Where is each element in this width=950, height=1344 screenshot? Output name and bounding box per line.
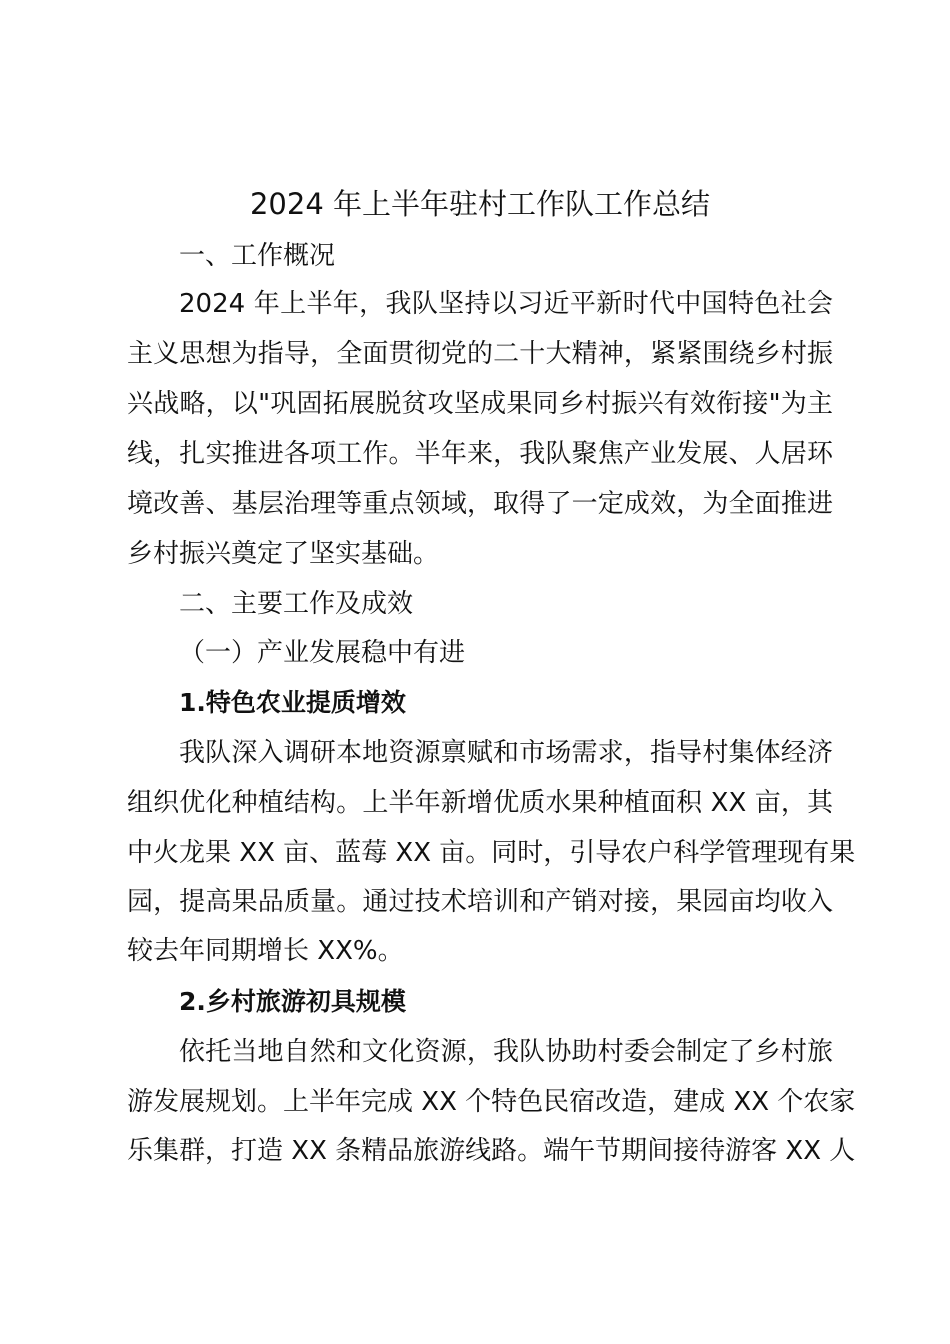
paragraph-line: 较去年同期增长 XX%。 bbox=[127, 936, 404, 966]
paragraph-line: 中火龙果 XX 亩、蓝莓 XX 亩。同时，引导农户科学管理现有果 bbox=[127, 838, 856, 868]
item-heading-agriculture: 1.特色农业提质增效 bbox=[179, 688, 406, 717]
paragraph-line: 境改善、基层治理等重点领域，取得了一定成效，为全面推进 bbox=[127, 489, 833, 519]
paragraph-line: 我队深入调研本地资源禀赋和市场需求，指导村集体经济 bbox=[179, 738, 833, 768]
paragraph-line: 兴战略，以"巩固拓展脱贫攻坚成果同乡村振兴有效衔接"为主 bbox=[127, 389, 833, 419]
section-heading-overview: 一、工作概况 bbox=[179, 241, 336, 271]
paragraph-line: 乡村振兴奠定了坚实基础。 bbox=[127, 539, 440, 569]
paragraph-line: 园，提高果品质量。通过技术培训和产销对接，果园亩均收入 bbox=[127, 887, 833, 917]
document-title: 2024 年上半年驻村工作队工作总结 bbox=[249, 187, 711, 221]
paragraph-line: 线，扎实推进各项工作。半年来，我队聚焦产业发展、人居环 bbox=[127, 439, 833, 469]
paragraph-line: 依托当地自然和文化资源，我队协助村委会制定了乡村旅 bbox=[179, 1037, 833, 1067]
paragraph-line: 组织优化种植结构。上半年新增优质水果种植面积 XX 亩，其 bbox=[127, 788, 833, 818]
paragraph-line: 乐集群，打造 XX 条精品旅游线路。端午节期间接待游客 XX 人 bbox=[127, 1136, 856, 1166]
paragraph-line: 主义思想为指导，全面贯彻党的二十大精神，紧紧围绕乡村振 bbox=[127, 339, 833, 369]
paragraph-line: 游发展规划。上半年完成 XX 个特色民宿改造，建成 XX 个农家 bbox=[127, 1087, 856, 1117]
subsection-heading-industry: （一）产业发展稳中有进 bbox=[179, 638, 466, 668]
section-heading-main-work: 二、主要工作及成效 bbox=[179, 589, 414, 619]
paragraph-line: 2024 年上半年，我队坚持以习近平新时代中国特色社会 bbox=[179, 289, 833, 319]
item-heading-tourism: 2.乡村旅游初具规模 bbox=[179, 987, 406, 1016]
